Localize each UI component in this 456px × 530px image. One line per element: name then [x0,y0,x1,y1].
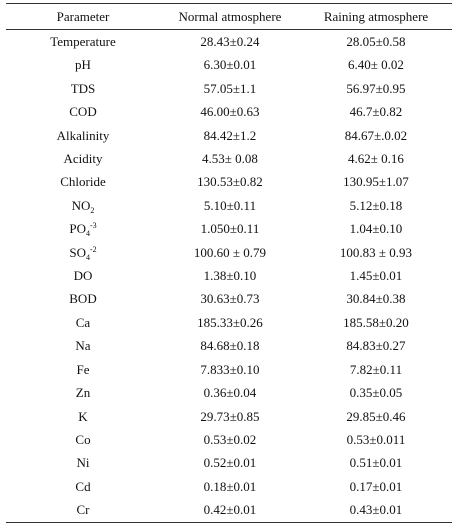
raining-value-cell: 185.58±0.20 [343,314,409,330]
parameter-name: BOD [69,291,97,307]
parameter-name: Ca [75,314,91,330]
raining-value-cell: 130.95±1.07 [343,174,409,190]
parameter-name: DO [73,268,93,284]
normal-value-cell: 0.42±0.01 [160,498,300,522]
normal-value-cell: 84.68±0.18 [200,338,260,354]
table-row [6,241,452,264]
parameter-cell [6,53,160,76]
parameter-name: SO [69,244,86,260]
raining-value-cell: 7.82±0.11 [349,361,403,377]
table-row [6,194,452,217]
raining-value-cell: 46.7±0.82 [349,104,403,120]
parameter-name: pH [75,57,91,73]
table-row [6,30,452,54]
raining-value-cell: 56.97±0.95 [346,80,406,96]
table-row [6,100,452,123]
parameter-cell [6,405,160,428]
normal-value-cell: 0.36±0.04 [203,385,257,401]
header-raining-atmosphere: Raining atmosphere [300,4,452,30]
parameter-cell [6,428,160,451]
parameter-cell [6,264,160,287]
normal-value-cell: 57.05±1.1 [203,80,257,96]
table-row [6,264,452,287]
parameter-superscript: -3 [89,221,97,231]
normal-value-cell: 1.38±0.10 [203,268,257,284]
normal-value-cell: 29.73±0.85 [200,408,260,424]
parameter-name: Temperature [50,34,116,49]
parameter-name: K [78,408,88,424]
parameter-name: Zn [75,385,91,401]
normal-value-cell: 84.42±1.2 [203,127,257,143]
raining-value-cell: 0.43±0.01 [300,498,452,522]
parameter-subscript: 2 [90,205,95,215]
normal-value-cell: 0.53±0.02 [203,431,257,447]
table-row [6,124,452,147]
parameter-name: Ni [76,455,90,471]
table-row [6,381,452,404]
table-row [6,498,452,522]
normal-value-cell: 130.53±0.82 [197,174,263,190]
parameter-cell [6,77,160,100]
parameter-name: TDS [70,80,96,96]
parameter-subscript: 4 [85,229,90,239]
parameter-cell [6,358,160,381]
parameter-name: PO [69,221,86,237]
parameter-table-container [6,3,452,523]
parameter-cell [6,217,160,240]
parameter-table [6,3,452,523]
raining-value-cell: 0.35±0.05 [349,385,403,401]
header-normal-atmosphere: Normal atmosphere [160,4,300,30]
raining-value-cell: 0.51±0.01 [349,455,403,471]
parameter-cell [6,311,160,334]
parameter-name: Fe [76,361,90,377]
parameter-subscript: 4 [85,252,90,262]
parameter-cell [6,451,160,474]
table-row [6,451,452,474]
raining-value-cell: 1.04±0.10 [349,221,403,237]
parameter-name: Co [75,431,91,447]
normal-value-cell: 100.60 ± 0.79 [193,244,267,260]
parameter-name: Cd [75,478,91,494]
table-body [6,30,452,523]
table-row [6,287,452,310]
normal-value-cell: 30.63±0.73 [200,291,260,307]
header-parameter: Parameter [6,4,160,30]
normal-value-cell: 0.18±0.01 [203,478,257,494]
parameter-cell [6,100,160,123]
parameter-cell [6,241,160,264]
parameter-cell [6,170,160,193]
normal-value-cell: 7.833±0.10 [200,361,260,377]
normal-value-cell: 5.10±0.11 [203,197,257,213]
parameter-cell [6,498,160,522]
parameter-cell [6,124,160,147]
normal-value-cell: 0.52±0.01 [203,455,257,471]
normal-value-cell: 28.43±0.24 [200,34,260,49]
parameter-cell [6,475,160,498]
table-row [6,311,452,334]
parameter-cell [6,287,160,310]
table-row [6,334,452,357]
raining-value-cell: 28.05±0.58 [346,34,406,49]
raining-value-cell: 0.53±0.011 [346,431,406,447]
normal-value-cell: 46.00±0.63 [200,104,260,120]
raining-value-cell: 100.83 ± 0.93 [339,244,413,260]
normal-value-cell: 6.30±0.01 [203,57,257,73]
parameter-name: Cr [76,502,90,518]
parameter-cell [6,334,160,357]
parameter-cell [6,194,160,217]
header-row [6,4,452,30]
table-row [6,475,452,498]
parameter-name: Na [75,338,91,354]
parameter-superscript: -2 [89,244,97,254]
raining-value-cell: 6.40± 0.02 [348,57,404,73]
raining-value-cell: 5.12±0.18 [349,197,403,213]
raining-value-cell: 1.45±0.01 [349,268,403,284]
parameter-name: Acidity [63,151,103,167]
raining-value-cell: 84.83±0.27 [346,338,406,354]
parameter-cell [6,30,160,54]
parameter-name: Alkalinity [56,127,110,143]
table-row [6,405,452,428]
parameter-name: COD [69,104,97,120]
table-row [6,358,452,381]
table-row [6,77,452,100]
table-header [6,4,452,30]
raining-value-cell: 29.85±0.46 [346,408,406,424]
parameter-name: Chloride [60,174,106,190]
parameter-cell [6,147,160,170]
normal-value-cell: 1.050±0.11 [200,221,260,237]
normal-value-cell: 4.53± 0.08 [202,151,258,167]
table-row [6,217,452,240]
raining-value-cell: 84.67±.0.02 [344,127,408,143]
parameter-name: NO [71,197,91,213]
table-row [6,170,452,193]
raining-value-cell: 4.62± 0.16 [348,151,404,167]
table-row [6,147,452,170]
table-row [6,53,452,76]
raining-value-cell: 30.84±0.38 [346,291,406,307]
parameter-cell [6,381,160,404]
normal-value-cell: 185.33±0.26 [197,314,263,330]
table-row [6,428,452,451]
raining-value-cell: 0.17±0.01 [349,478,403,494]
